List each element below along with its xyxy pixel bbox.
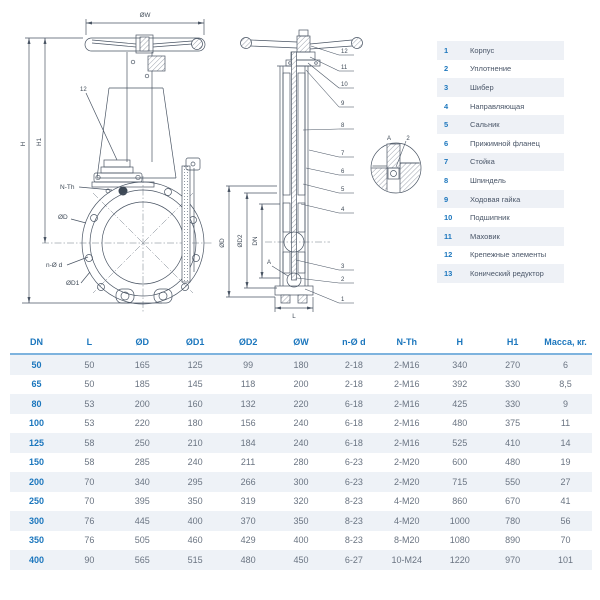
cell-n-th: 2-M16	[394, 418, 420, 429]
cell-mass: 56	[560, 515, 571, 526]
legend-item	[437, 227, 564, 246]
cell-od2: 429	[240, 535, 256, 546]
callout-6: 6	[341, 169, 345, 175]
cell-od1: 160	[187, 398, 203, 409]
bottom-lug	[116, 289, 134, 303]
cell-od2: 132	[240, 398, 256, 409]
callout-3: 3	[341, 264, 345, 270]
callout-1: 1	[341, 297, 345, 303]
column-header: ØW	[293, 336, 309, 347]
column-header: n-Ø d	[342, 336, 366, 347]
legend-item-number: 1	[444, 45, 449, 55]
legend-item-label: Маховик	[470, 231, 500, 241]
cell-h: 1000	[449, 515, 470, 526]
column-header: H1	[506, 336, 519, 347]
legend-item-number: 2	[444, 64, 449, 74]
dim-ow	[86, 19, 204, 35]
legend-item-number: 9	[444, 194, 449, 204]
cell-od1: 210	[187, 437, 203, 448]
cell-od: 445	[134, 515, 150, 526]
cell-n-th: 2-M16	[394, 379, 420, 390]
cell-h1: 330	[505, 379, 521, 390]
cell-n-th: 2-M20	[394, 457, 420, 468]
legend-item-number: 10	[444, 213, 453, 223]
callout-4: 4	[341, 207, 345, 213]
cell-od1: 295	[187, 476, 203, 487]
legend-item-number: 4	[444, 101, 449, 111]
cell-od: 340	[134, 476, 150, 487]
cell-od1: 145	[187, 379, 203, 390]
cell-ow: 320	[293, 496, 309, 507]
cell-od1: 400	[187, 515, 203, 526]
cell-od: 285	[134, 457, 150, 468]
cell-od1: 515	[187, 554, 203, 565]
legend-item	[437, 115, 564, 134]
cell-mass: 11	[560, 418, 571, 429]
label-a: A	[267, 260, 272, 266]
cell-od: 185	[134, 379, 150, 390]
column-header: ØD1	[185, 336, 205, 347]
label-n-od: n-Ø d	[46, 262, 63, 269]
cell-n-th: 8-M20	[394, 535, 420, 546]
cell-od2: 480	[240, 554, 256, 565]
cell-dn: 150	[28, 457, 44, 468]
cell-od2: 266	[240, 476, 256, 487]
cell-n-od: 6-18	[344, 398, 363, 409]
table-row	[10, 511, 592, 531]
cell-h: 1080	[449, 535, 470, 546]
cell-od2: 118	[240, 379, 256, 390]
legend-item	[437, 190, 564, 209]
legend-item-label: Ходовая гайка	[470, 194, 521, 204]
column-header: ØD	[135, 336, 150, 347]
dim-label-h: H	[20, 141, 27, 147]
cell-ow: 280	[293, 457, 309, 468]
cell-od2: 156	[240, 418, 256, 429]
cell-mass: 41	[560, 496, 571, 507]
cell-l: 76	[84, 515, 95, 526]
cell-ow: 300	[293, 476, 309, 487]
parts-legend	[437, 41, 564, 283]
cell-h1: 670	[505, 496, 521, 507]
cell-dn: 200	[28, 476, 44, 487]
cell-mass: 70	[560, 535, 571, 546]
cell-od: 395	[134, 496, 150, 507]
cell-ow: 240	[293, 437, 309, 448]
dim-label-od2: ØD2	[237, 234, 244, 248]
column-header: L	[86, 336, 93, 347]
label-n-th: N-Th	[60, 184, 75, 191]
dim-label-dn: DN	[252, 236, 259, 246]
cell-l: 50	[84, 379, 95, 390]
cell-od: 250	[134, 437, 150, 448]
cell-n-od: 6-18	[344, 418, 363, 429]
legend-item-label: Шпиндель	[470, 175, 506, 185]
cell-n-od: 8-23	[344, 535, 363, 546]
legend-item	[437, 264, 564, 283]
legend-item-label: Направляющая	[470, 101, 525, 111]
cell-ow: 450	[293, 554, 309, 565]
legend-item	[437, 208, 564, 227]
legend-item-label: Шибер	[470, 82, 494, 92]
label-od: ØD	[58, 214, 68, 221]
legend-item	[437, 60, 564, 79]
cell-l: 70	[84, 476, 95, 487]
cell-h1: 970	[505, 554, 521, 565]
cell-n-od: 6-23	[344, 457, 363, 468]
cell-dn: 400	[28, 554, 44, 565]
cell-n-th: 2-M16	[394, 437, 420, 448]
detail-view-a	[371, 141, 422, 194]
dimensions-table	[10, 330, 592, 570]
cell-od1: 350	[187, 496, 203, 507]
cell-od2: 99	[243, 359, 254, 370]
table-row	[10, 375, 592, 395]
cell-h: 860	[452, 496, 468, 507]
legend-item-label: Крепежные элементы	[470, 250, 547, 260]
yoke	[97, 52, 176, 178]
legend-item-label: Стойка	[470, 157, 495, 167]
cell-h1: 375	[505, 418, 521, 429]
legend-item-number: 7	[444, 157, 449, 167]
legend-item	[437, 134, 564, 153]
legend-item-number: 5	[444, 120, 449, 130]
cell-l: 58	[84, 437, 95, 448]
dim-label-ow: ØW	[139, 12, 151, 19]
legend-item	[437, 78, 564, 97]
cell-h1: 780	[505, 515, 521, 526]
legend-item-label: Корпус	[470, 45, 495, 55]
callout-8: 8	[341, 123, 345, 129]
cell-mass: 6	[563, 359, 569, 370]
cell-h: 340	[452, 359, 468, 370]
legend-item-number: 8	[444, 175, 449, 185]
legend-item	[437, 41, 564, 60]
callout-11: 11	[341, 65, 348, 71]
table-row	[10, 433, 592, 453]
cell-n-od: 6-27	[344, 554, 363, 565]
table-row	[10, 492, 592, 512]
cell-l: 90	[84, 554, 95, 565]
cell-h: 392	[452, 379, 468, 390]
cell-od: 505	[134, 535, 150, 546]
cell-l: 70	[84, 496, 95, 507]
cell-dn: 350	[28, 535, 44, 546]
dim-h	[22, 38, 162, 303]
cell-ow: 180	[293, 359, 309, 370]
stem-and-body	[265, 52, 330, 303]
cell-n-od: 6-18	[344, 437, 363, 448]
legend-item-label: Конический редуктор	[470, 268, 544, 278]
cell-od1: 460	[187, 535, 203, 546]
cell-od2: 184	[240, 437, 256, 448]
cell-mass: 9	[563, 398, 569, 409]
handwheel-front	[85, 35, 205, 53]
callout-5: 5	[341, 187, 345, 193]
cell-dn: 50	[31, 359, 42, 370]
cell-h: 425	[452, 398, 468, 409]
cell-od2: 370	[240, 515, 256, 526]
cell-n-od: 2-18	[344, 379, 363, 390]
column-header: ØD2	[238, 336, 258, 347]
legend-item-number: 12	[444, 250, 453, 260]
cell-h: 525	[452, 437, 468, 448]
cell-od2: 319	[240, 496, 256, 507]
cell-mass: 101	[558, 554, 574, 565]
cell-od1: 240	[187, 457, 203, 468]
callout-2: 2	[341, 277, 345, 283]
cell-l: 53	[84, 418, 95, 429]
cell-dn: 65	[31, 379, 42, 390]
cell-l: 76	[84, 535, 95, 546]
callout-12-front: 12	[80, 87, 87, 93]
legend-item-number: 6	[444, 138, 449, 148]
table-row	[10, 414, 592, 434]
cell-l: 50	[84, 359, 95, 370]
cell-ow: 350	[293, 515, 309, 526]
cell-n-od: 8-23	[344, 496, 363, 507]
dim-label-l: L	[292, 313, 296, 320]
legend-item	[437, 246, 564, 265]
cell-od1: 180	[187, 418, 203, 429]
cell-dn: 80	[31, 398, 42, 409]
cell-ow: 200	[293, 379, 309, 390]
cell-h1: 330	[505, 398, 521, 409]
legend-item-number: 11	[444, 231, 452, 241]
cell-n-od: 6-23	[344, 476, 363, 487]
cell-mass: 14	[560, 437, 571, 448]
dim-label-od-side: ØD	[219, 238, 226, 248]
cell-h: 480	[452, 418, 468, 429]
table-row	[10, 453, 592, 473]
table-row	[10, 550, 592, 570]
label-od1: ØD1	[66, 280, 80, 287]
cell-n-od: 2-18	[344, 359, 363, 370]
callout-7: 7	[341, 151, 345, 157]
cell-od: 200	[134, 398, 150, 409]
cell-n-th: 2-M20	[394, 476, 420, 487]
cell-od: 220	[134, 418, 150, 429]
legend-item-label: Подшипник	[470, 213, 510, 223]
legend-item-number: 3	[444, 82, 449, 92]
cell-mass: 27	[560, 476, 571, 487]
cell-ow: 400	[293, 535, 309, 546]
cell-h1: 550	[505, 476, 521, 487]
callout-12: 12	[341, 49, 348, 55]
cell-od: 565	[134, 554, 150, 565]
cell-dn: 125	[28, 437, 44, 448]
legend-item-label: Сальник	[470, 120, 500, 130]
cell-ow: 220	[293, 398, 309, 409]
cell-dn: 100	[28, 418, 44, 429]
cell-n-th: 2-M16	[394, 398, 420, 409]
cell-n-th: 4-M20	[394, 496, 420, 507]
cell-h1: 480	[505, 457, 521, 468]
cell-od1: 125	[187, 359, 203, 370]
cell-l: 58	[84, 457, 95, 468]
cell-ow: 240	[293, 418, 309, 429]
legend-item	[437, 171, 564, 190]
legend-item-number: 13	[444, 268, 453, 278]
detail-label-a: A	[386, 136, 392, 142]
cell-mass: 19	[560, 457, 571, 468]
column-header: Масса, кг.	[544, 336, 587, 347]
cell-l: 53	[84, 398, 95, 409]
legend-item-label: Прижимной фланец	[470, 138, 540, 148]
cell-n-th: 10-M24	[391, 554, 423, 565]
cell-h1: 270	[505, 359, 521, 370]
cell-h: 715	[452, 476, 468, 487]
cell-h1: 890	[505, 535, 521, 546]
cell-mass: 8,5	[559, 379, 572, 390]
cell-n-th: 2-M16	[394, 359, 420, 370]
callout-9: 9	[341, 101, 345, 107]
cell-n-th: 4-M20	[394, 515, 420, 526]
cell-od: 165	[134, 359, 150, 370]
front-view-leaders	[67, 93, 117, 283]
column-header: DN	[29, 336, 43, 347]
callout-10: 10	[341, 82, 348, 88]
table-row	[10, 531, 592, 551]
cell-h: 600	[452, 457, 468, 468]
detail-label-part-2: 2	[406, 136, 410, 142]
table-row	[10, 394, 592, 414]
cell-dn: 300	[28, 515, 44, 526]
table-row	[10, 472, 592, 492]
cell-dn: 250	[28, 496, 44, 507]
cell-h: 1220	[449, 554, 470, 565]
legend-item-label: Уплотнение	[470, 64, 512, 74]
cell-od2: 211	[240, 457, 256, 468]
dim-label-h1: H1	[36, 137, 43, 147]
table-row	[10, 355, 592, 375]
side-view-dims	[226, 186, 313, 312]
table-header-row	[10, 330, 592, 355]
legend-item	[437, 97, 564, 116]
cell-n-od: 8-23	[344, 515, 363, 526]
column-header: H	[456, 336, 463, 347]
column-header: N-Th	[396, 336, 418, 347]
cell-h1: 410	[505, 437, 521, 448]
legend-item	[437, 153, 564, 172]
